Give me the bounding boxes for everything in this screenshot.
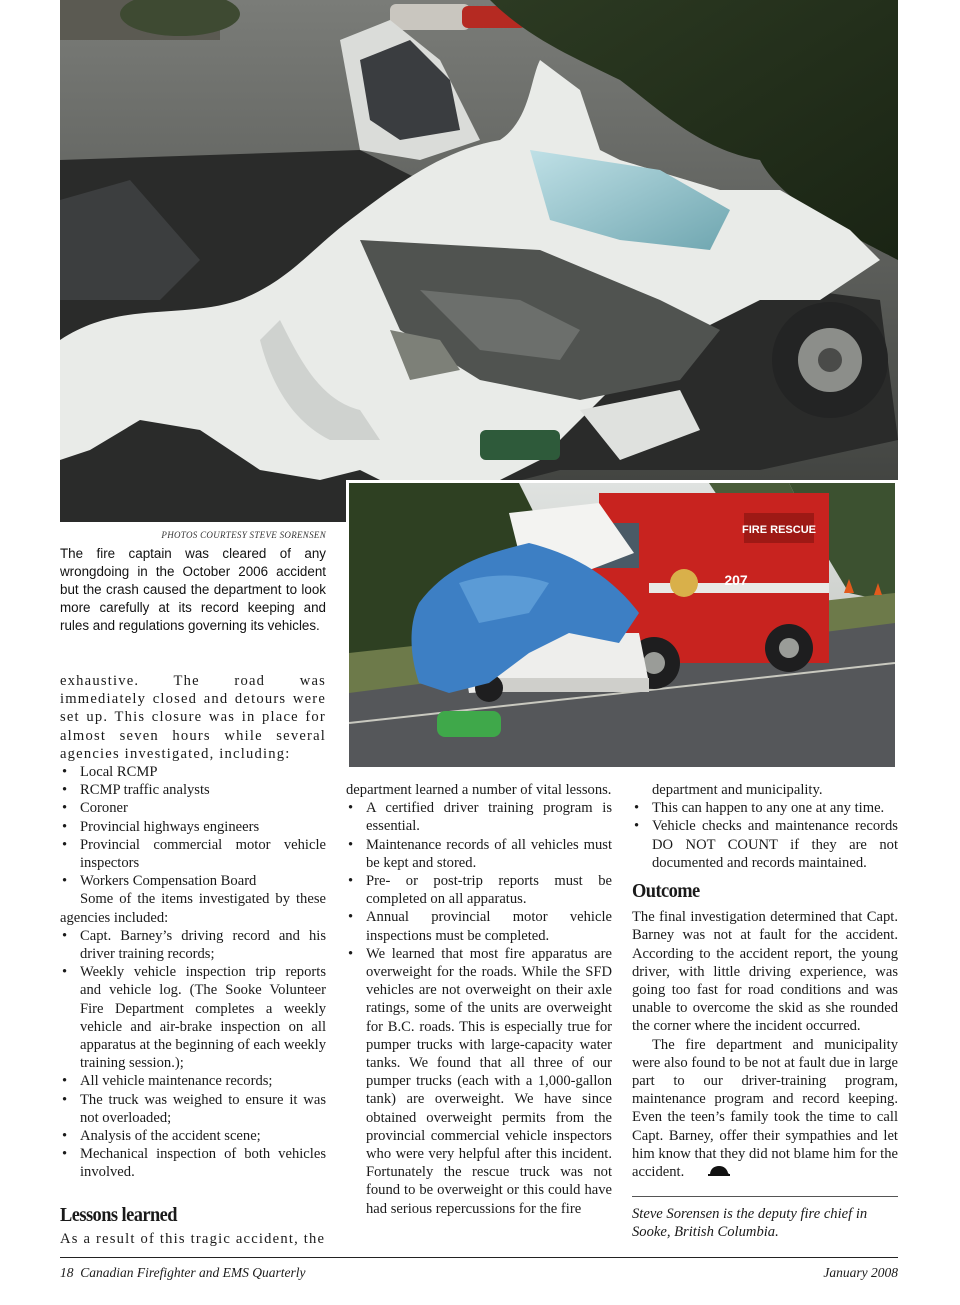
helmet-icon xyxy=(688,1164,730,1182)
list-item: • Provincial commercial motor vehicle inspectors xyxy=(60,836,326,872)
list-item: • All vehicle maintenance records; xyxy=(60,1072,326,1090)
list-item: • We learned that most fire apparatus are overweight for the roads. While the SFD vehicles are not overweight on their axle ratings, some of the units are overweight for B.C. roads. This is especially true for pumper trucks with large-capacity water tanks. We found that all three of our pumper trucks (each with a 1,000-gallon tank) are overweight. We have since obtained overweight permits from the provincial commercial vehicle inspectors who were very helpful after this incident. Fortunately the rescue truck was not found to be overweight or this could have had serious repercussions for the fire xyxy=(346,945,612,1218)
list-item: • The truck was weighed to ensure it was not overloaded; xyxy=(60,1091,326,1127)
article-column-1 xyxy=(60,672,326,1248)
agencies-list xyxy=(60,763,326,890)
col1-paragraph: As a result of this tragic accident, the xyxy=(60,1230,326,1247)
crash-photo-wrecked-car xyxy=(60,0,898,522)
article-column-3 xyxy=(632,781,898,1241)
article-column-2 xyxy=(346,781,612,1218)
col3-paragraph-ending xyxy=(632,1036,898,1182)
photo-caption: The fire captain was cleared of any wrongdoing in the October 2006 accident but the crash caused the department to look more carefully at its record keeping and rules and regulations governing its vehicles. xyxy=(60,546,326,633)
col3-continuation: department and municipality. xyxy=(652,782,823,798)
lessons-list-continued xyxy=(632,799,898,872)
footer-divider xyxy=(60,1257,898,1258)
wrecked-car-illustration xyxy=(60,0,898,522)
list-item: • Local RCMP xyxy=(60,763,326,781)
list-item: • Provincial highways engineers xyxy=(60,818,326,836)
crash-photo-fire-truck xyxy=(346,480,898,770)
bio-divider xyxy=(632,1196,898,1197)
list-item: • Annual provincial motor vehicle inspections must be completed. xyxy=(346,908,612,944)
truck-number: 207 xyxy=(724,572,748,588)
list-item: • Pre- or post-trip reports must be completed on all apparatus. xyxy=(346,872,612,908)
truck-label: FIRE RESCUE xyxy=(742,524,816,536)
col1-paragraph: exhaustive. The road was immediately closed and detours were set up. This closure was in place for almost seven hours while several agencies investigated, including: xyxy=(60,673,326,762)
investigated-items-list xyxy=(60,927,326,1182)
list-item: • RCMP traffic analysts xyxy=(60,781,326,799)
list-item: • Analysis of the accident scene; xyxy=(60,1127,326,1145)
footer-date: January 2008 xyxy=(823,1265,898,1280)
list-item: • Vehicle checks and maintenance records DO NOT COUNT if they are not documented and records maintained. xyxy=(632,817,898,872)
col3-paragraph-text: The fire department and municipality were also found to be not at fault due in large part to our driver-training program, maintenance program and record keeping. Even the teen’s family took the time to call Capt. Barney, offer their sympathies and let him know that they did not blame him for the accident. xyxy=(632,1036,898,1181)
list-item: • Mechanical inspection of both vehicles involved. xyxy=(60,1145,326,1181)
col3-paragraph: The final investigation determined that Capt. Barney was not at fault for the accident. According to the accident report, the young driver, with little driving experience, was going too fast for road conditions and was unable to overcome the skid as she rounded the corner where the incident occurred. xyxy=(632,909,898,1035)
photo-credit: PHOTOS COURTESY STEVE SORENSEN xyxy=(161,530,326,540)
list-item: • Weekly vehicle inspection trip reports and vehicle log. (The Sooke Volunteer Fire Department completes a weekly vehicle and air-brake inspection on all apparatus at the beginning of each weekly training session.); xyxy=(60,963,326,1072)
list-item: • Maintenance records of all vehicles must be kept and stored. xyxy=(346,836,612,872)
section-heading-outcome: Outcome xyxy=(632,880,700,903)
list-item: • Coroner xyxy=(60,799,326,817)
list-item: • Workers Compensation Board xyxy=(60,872,326,890)
author-bio: Steve Sorensen is the deputy fire chief in Sooke, British Columbia. xyxy=(632,1205,868,1241)
list-item: • This can happen to any one at any time. xyxy=(632,799,898,817)
list-item: • Capt. Barney’s driving record and his driver training records; xyxy=(60,927,326,963)
col1-paragraph: Some of the items investigated by these agencies included: xyxy=(60,891,326,926)
col2-paragraph: department learned a number of vital lessons. xyxy=(346,782,612,798)
lessons-list xyxy=(346,799,612,1218)
footer-page-publication: 18 Canadian Firefighter and EMS Quarterly xyxy=(60,1265,306,1280)
fire-truck-illustration xyxy=(349,483,895,767)
section-heading-lessons-learned: Lessons learned xyxy=(60,1203,177,1226)
list-item: • A certified driver training program is essential. xyxy=(346,799,612,835)
